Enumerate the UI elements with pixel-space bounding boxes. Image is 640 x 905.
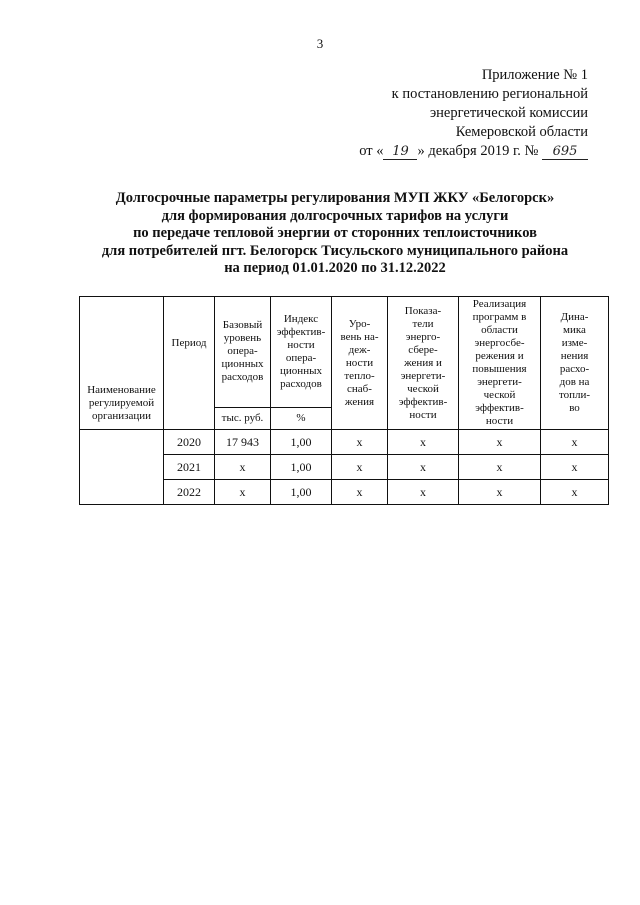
unit-index: % (271, 407, 332, 429)
header-energy-indicators: Показа- тели энерго- сбере- жения и энергети- ческой эффектив- ности (388, 297, 459, 430)
page-number: 3 (316, 36, 324, 51)
cell-programs: x (459, 455, 541, 480)
cell-index: 1,00 (271, 480, 332, 505)
appendix-header (328, 66, 588, 161)
title-line-1: Долгосрочные параметры регулирования МУП ЖКУ «Белогорск» (115, 190, 555, 206)
appendix-line-4: Кемеровской области (455, 124, 588, 140)
table-row (80, 430, 609, 455)
date-prefix: от « (359, 143, 384, 159)
document-number-handwritten: 695 (542, 145, 588, 160)
header-efficiency-index: Индекс эффектив- ности опера- ционных расходов (271, 297, 332, 408)
cell-fuel-dynamics: x (541, 455, 609, 480)
header-reliability: Уро- вень на- деж- ности тепло- снаб- жения (332, 297, 388, 430)
cell-period: 2020 (164, 430, 215, 455)
cell-base-level: x (215, 455, 271, 480)
parameters-table (79, 296, 609, 505)
appendix-line-2: к постановлению региональной (391, 86, 588, 102)
cell-programs: x (459, 480, 541, 505)
cell-base-level: x (215, 480, 271, 505)
title-line-2: для формирования долгосрочных тарифов на услуги (161, 207, 509, 224)
cell-index: 1,00 (271, 455, 332, 480)
appendix-line-3: энергетической комиссии (429, 105, 588, 121)
header-period: Период (164, 297, 215, 430)
header-organization: Наименование регулируемой организации (80, 297, 164, 430)
cell-reliability: x (332, 455, 388, 480)
header-programs: Реализация программ в области энергосбе- режения и повышения энергети- ческой эффектив- ности (459, 297, 541, 430)
header-base-level: Базовый уровень опера- ционных расходов (215, 297, 271, 408)
cell-reliability: x (332, 430, 388, 455)
header-fuel-dynamics: Дина- мика изме- нения расхо- дов на топли- во (541, 297, 609, 430)
title-line-3: по передаче тепловой энергии от сторонних теплоисточников (133, 225, 537, 241)
date-middle: » декабря 2019 г. № (417, 143, 539, 159)
cell-energy-indicators: x (388, 430, 459, 455)
appendix-date-line (328, 142, 588, 161)
cell-fuel-dynamics: x (541, 430, 609, 455)
title-line-4: для потребителей пгт. Белогорск Тисульского муниципального района (101, 242, 569, 259)
appendix-line-1: Приложение № 1 (481, 67, 588, 83)
cell-base-level: 17 943 (215, 430, 271, 455)
title-line-5: на период 01.01.2020 по 31.12.2022 (224, 260, 446, 276)
date-day-handwritten: 19 (383, 145, 417, 160)
cell-energy-indicators: x (388, 455, 459, 480)
document-title (70, 190, 600, 278)
unit-base-level: тыс. руб. (215, 407, 271, 429)
cell-period: 2022 (164, 480, 215, 505)
cell-programs: x (459, 430, 541, 455)
cell-reliability: x (332, 480, 388, 505)
cell-period: 2021 (164, 455, 215, 480)
cell-index: 1,00 (271, 430, 332, 455)
cell-fuel-dynamics: x (541, 480, 609, 505)
organization-cell (80, 430, 164, 505)
cell-energy-indicators: x (388, 480, 459, 505)
